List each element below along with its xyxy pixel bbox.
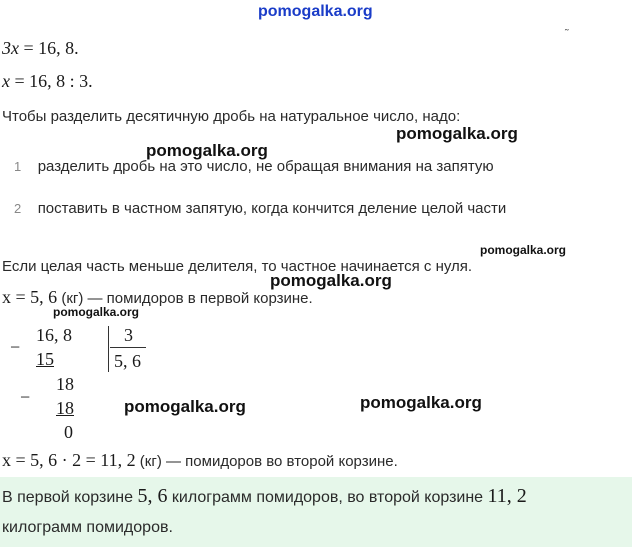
summary-part-1: В первой корзине xyxy=(2,489,138,506)
division-sub-1: 15 xyxy=(36,349,54,369)
division-horizontal-bar xyxy=(110,347,146,348)
summary-line-2: килограмм помидоров. xyxy=(2,519,173,536)
eq1-val: 16, 8. xyxy=(38,38,79,58)
eq1-eq: = xyxy=(23,38,34,58)
step-1-text: разделить дробь на это число, не обращая внимания на запятую xyxy=(37,158,494,175)
watermark-4: pomogalka.org xyxy=(270,271,392,290)
summary-value-1: 5, 6 xyxy=(137,485,168,507)
caret-glyph: ˜ xyxy=(565,28,569,40)
result-1 xyxy=(2,287,313,308)
eq2-eq: = xyxy=(14,71,25,91)
division-minus-2: − xyxy=(20,387,31,407)
watermark-2: pomogalka.org xyxy=(146,141,268,160)
summary-value-2: 11, 2 xyxy=(487,485,527,507)
equation-1 xyxy=(2,38,79,59)
eq2-var: x xyxy=(2,71,10,91)
rule-intro: Чтобы разделить десятичную дробь на натуральное число, надо: xyxy=(2,108,461,125)
division-dividend: 16, 8 xyxy=(36,325,72,345)
step-2-number: 2 xyxy=(14,201,22,216)
division-divisor: 3 xyxy=(124,325,133,345)
result-2 xyxy=(2,450,398,471)
result-2-text: (кг) — помидоров во второй корзине. xyxy=(135,453,398,470)
equation-2 xyxy=(2,71,93,92)
result-1-math: x = 5, 6 xyxy=(2,287,58,307)
watermark-top: pomogalka.org xyxy=(258,3,373,20)
division-sub-2: 18 xyxy=(56,398,74,418)
division-minus-1: − xyxy=(10,337,21,357)
summary-line-1 xyxy=(2,485,527,508)
step-2 xyxy=(14,200,506,218)
step-1-number: 1 xyxy=(14,159,22,174)
result-2-math: x = 5, 6 · 2 = 11, 2 xyxy=(2,450,136,470)
summary-box xyxy=(0,477,632,547)
division-vertical-bar xyxy=(108,326,109,372)
division-remainder-2: 0 xyxy=(64,422,73,442)
watermark-1: pomogalka.org xyxy=(396,124,518,143)
watermark-5: pomogalka.org xyxy=(53,305,140,319)
watermark-7: pomogalka.org xyxy=(360,393,482,412)
note-text: Если целая часть меньше делителя, то частное начинается с нуля. xyxy=(2,258,473,275)
watermark-3: pomogalka.org xyxy=(480,243,567,257)
step-2-text: поставить в частном запятую, когда кончится деление целой части xyxy=(37,200,507,217)
eq1-var: 3x xyxy=(2,38,19,58)
result-1-text: (кг) — помидоров в первой корзине. xyxy=(57,290,313,307)
watermark-6: pomogalka.org xyxy=(124,397,246,416)
summary-part-2: килограмм помидоров, во второй корзине xyxy=(167,489,488,506)
division-remainder-1: 18 xyxy=(56,374,74,394)
step-1 xyxy=(14,158,494,176)
eq2-val: 16, 8 : 3. xyxy=(29,71,93,91)
division-quotient: 5, 6 xyxy=(114,351,141,371)
